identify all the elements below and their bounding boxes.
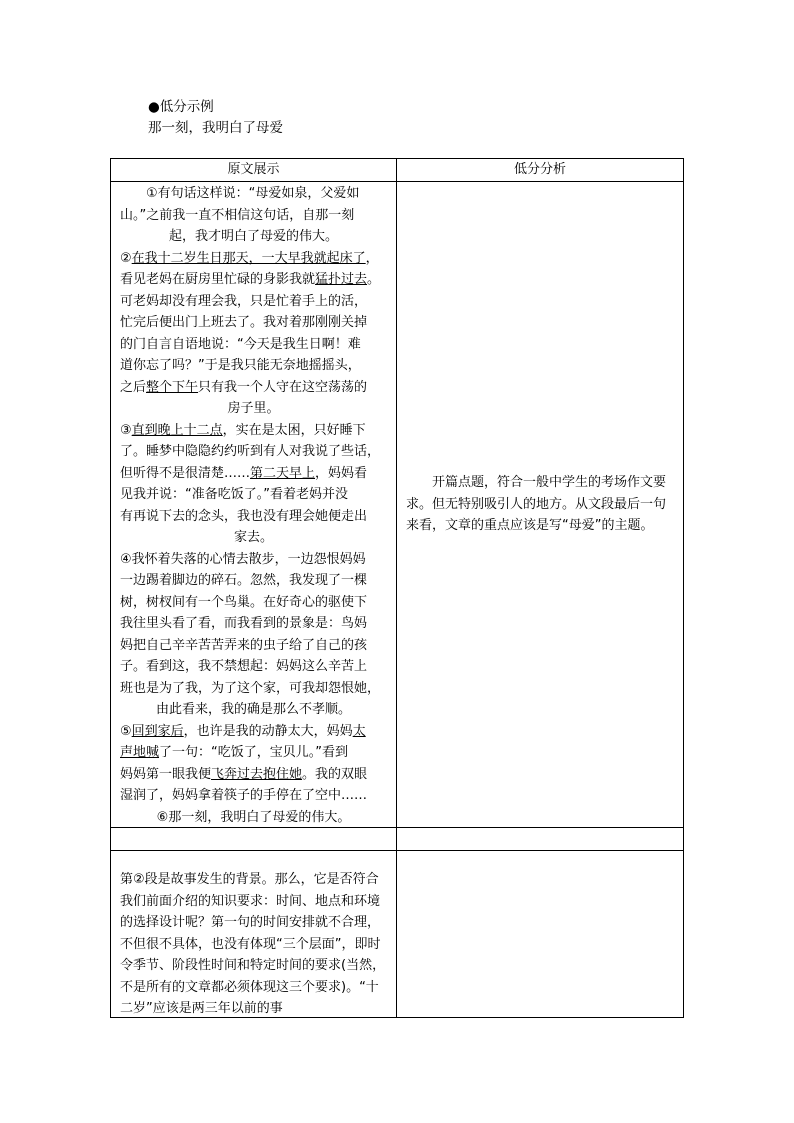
paragraph-3: ③直到晚上十二点，实在是太困，只好睡下 [120, 422, 366, 438]
underline-phrase: 直到晚上十二点 [131, 422, 223, 438]
table-row [111, 851, 683, 1017]
empty-cell [397, 828, 683, 850]
table-row-empty [111, 828, 683, 851]
paragraph-6: ⑥那一刻，我明白了母爱的伟大。 [156, 809, 351, 825]
essay-title: 那一刻，我明白了母爱 [148, 120, 283, 136]
paragraph-4: ④我怀着失落的心情去散步，一边怨恨妈妈 [120, 551, 366, 567]
paragraph-1-end: 起，我才明白了母爱的伟大。 [168, 229, 338, 244]
paragraph-1: ①有句话这样说：“母爱如泉，父爱如 山。”之前我一直不相信这句话，自那一刻 [120, 186, 360, 223]
table-row [111, 182, 683, 828]
header-analysis: 低分分析 [513, 162, 566, 177]
underline-phrase: 声地喊 [120, 745, 160, 760]
underline-phrase: 回到家后 [131, 723, 184, 739]
paragraph-2: ②在我十二岁生日那天，一大早我就起床了， [120, 250, 379, 266]
underline-phrase: 飞奔过去抱住她 [211, 766, 303, 782]
underline-phrase: 整个下午 [146, 379, 199, 395]
underline-phrase: 猛扑过去 [315, 272, 368, 287]
underline-phrase: 太 [352, 723, 366, 739]
bottom-analysis-cell [111, 851, 397, 1017]
empty-cell [397, 851, 683, 1017]
section-label: ●低分示例 [148, 99, 214, 115]
table-header-row [111, 159, 683, 182]
paragraph-5: ⑤回到家后，也许是我的动静太大，妈妈太 [120, 723, 366, 739]
header-original: 原文展示 [111, 159, 397, 181]
analysis-text: 开篇点题，符合一般中学生的考场作文要求。但无特别吸引人的地方。从文段最后一句来看，文章的重点应该是写“母爱”的主题。 [406, 475, 667, 534]
empty-cell [111, 828, 397, 850]
underline-phrase: 在我十二岁生日那天，一大早我就起床了 [131, 250, 366, 266]
bottom-analysis-text: 第②段是故事发生的背景。那么，它是否符合我们前面介绍的知识要求：时间、地点和环境的选择设计呢？第一句的时间安排就不合理，不但很不具体，也没有体现“三个层面”，即时令季节、阶段性时间和特定时间的要求(当然，不是所有的文章都必须体现这三个要求)。“十二岁”应该是两三年以前的事 [120, 872, 386, 1016]
underline-phrase: 第二天早上 [250, 465, 316, 481]
original-text-cell: ①有句话这样说：“母爱如泉，父爱如 山。”之前我一直不相信这句话，自那一刻 起，我才明白了母爱的伟大。 ②在我十二岁生日那天，一大早我就起床了， 看见老妈在厨房里忙碌的身影我就猛扑过去。 可老妈却没有理会我，只是忙着手上的活， 忙完后便出门上班去了。我对着那刚刚关掉 的门自言自语地说：“今天是我生日啊！难 道你忘了吗？”于是我只能无奈地摇摇头， 之后整个下午只有我一个人守在这空荡荡的 房子里。 ③直到晚上十二点，实在是太困，只好睡下 了。睡梦中隐隐约约听到有人对我说了些话， 但听得不是很清楚……第二天早上，妈妈看 见我并说：“准备吃饭了。”看着老妈并没 有再说下去的念头，我也没有理会她便走出 家去。 ④我怀着失落的心情去散步，一边怨恨妈妈 一边踢着脚边的碎石。忽然，我发现了一棵 树，树杈间有一个鸟巢。在好奇心的驱使下 我往里头看了看，而我看到的景象是：鸟妈 妈把自己辛辛苦苦弄来的虫子给了自己的孩 子。看到这，我不禁想起：妈妈这么辛苦上 班也是为了我，为了这个家，可我却怨恨她， 由此看来，我的确是那么不孝顺。 ⑤回到家后，也许是我的动静太大，妈妈太 声地喊了一句：“吃饭了，宝贝儿。”看到 妈妈第一眼我便飞奔过去抱住她。我的双眼 湿润了，妈妈拿着筷子的手停在了空中…… ⑥那一刻，我明白了母爱的伟大。 [111, 182, 397, 827]
analysis-table [110, 158, 684, 1018]
intro-block [148, 97, 283, 139]
analysis-cell [397, 182, 683, 827]
